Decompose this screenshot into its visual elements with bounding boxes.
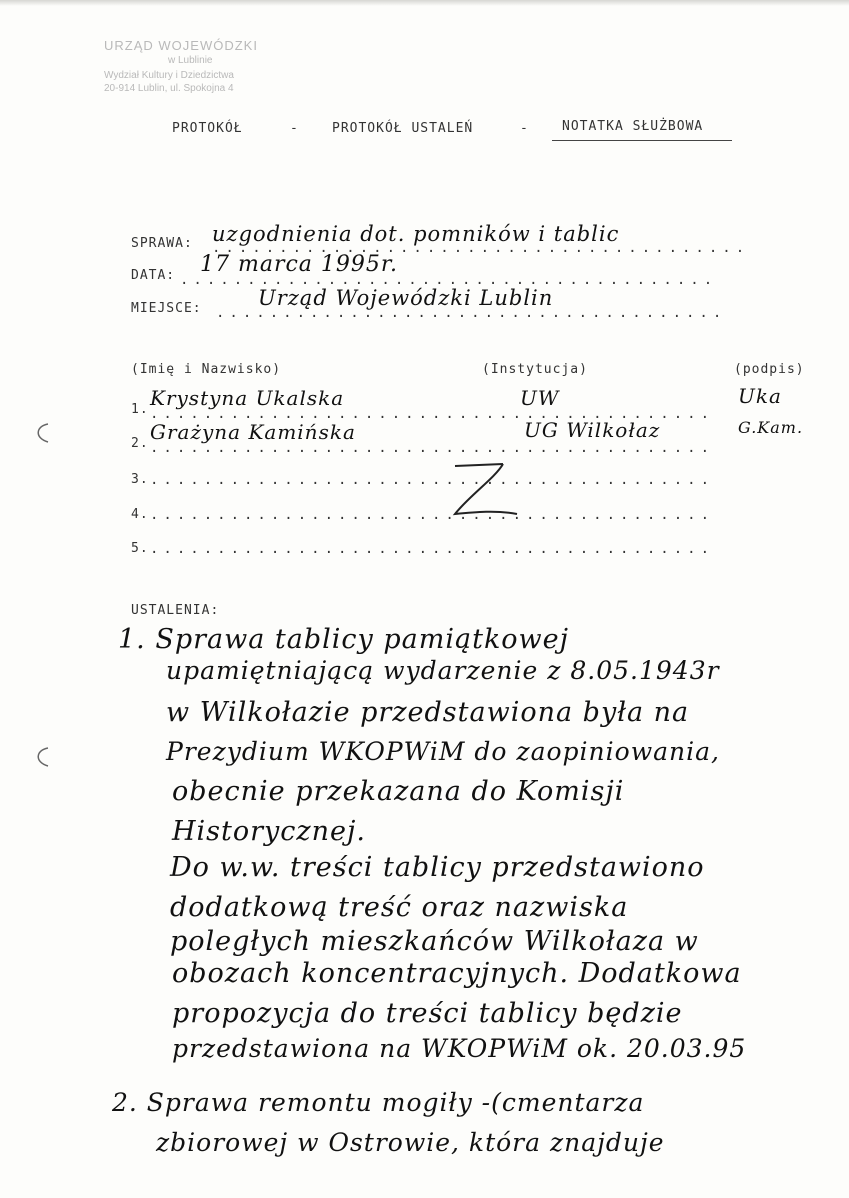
hole-mark-2 [28, 742, 52, 772]
miejsce-label: MIEJSCE: [131, 301, 202, 316]
ustalenia-line-8: dodatkową treść oraz nazwiska [170, 892, 629, 923]
row-1-dots: .......................................... [150, 406, 715, 422]
miejsce-dots: ...................................... [216, 305, 727, 321]
row-3-number: 3. [131, 472, 149, 487]
ustalenia-line-4: Prezydium WKOPWiM do zaopiniowania, [166, 737, 720, 766]
header-notatka-sluzbowa: NOTATKA SŁUŻBOWA [562, 119, 704, 134]
row-5-number: 5. [131, 541, 149, 556]
header-protokol: PROTOKÓŁ [172, 121, 243, 136]
ustalenia-line-1: 1. Sprawa tablicy pamiątkowej [118, 624, 570, 655]
notatka-underline [552, 140, 732, 141]
sprawa-value: uzgodnienia dot. pomników i tablic [212, 222, 620, 246]
strike-mark [425, 452, 525, 552]
ustalenia-line-14: zbiorowej w Ostrowie, która znajduje [156, 1128, 665, 1157]
header-dash-2: - [520, 121, 529, 136]
data-dots: ........................................ [180, 272, 718, 288]
scan-edge [0, 0, 849, 6]
row-1-institution: UW [520, 386, 560, 410]
stamp-line-3: Wydział Kultury i Dziedzictwa [104, 70, 234, 81]
row-4-number: 4. [131, 507, 149, 522]
row-3-dots: .......................................... [150, 472, 715, 488]
row-2-name: Grażyna Kamińska [150, 420, 356, 444]
row-1-name: Krystyna Ukalska [150, 386, 345, 410]
data-label: DATA: [131, 268, 176, 283]
sprawa-dots: ........................................ [212, 240, 750, 256]
ustalenia-line-11: propozycja do treści tablicy będzie [172, 998, 683, 1029]
row-1-signature: Uka [738, 384, 782, 408]
hole-mark-1 [28, 418, 52, 448]
ustalenia-line-6: Historycznej. [172, 816, 366, 847]
miejsce-value: Urząd Wojewódzki Lublin [258, 286, 554, 310]
row-2-institution: UG Wilkołaz [524, 418, 661, 442]
header-protokol-ustalen: PROTOKÓŁ USTALEŃ [332, 121, 474, 136]
sprawa-label: SPRAWA: [131, 236, 193, 251]
row-5-dots: .......................................... [150, 541, 715, 557]
col-signature-header: (podpis) [734, 362, 805, 377]
ustalenia-line-5: obecnie przekazana do Komisji [172, 776, 625, 807]
ustalenia-line-3: w Wilkołazie przedstawiona była na [166, 697, 690, 728]
office-stamp [104, 38, 258, 94]
col-name-header: (Imię i Nazwisko) [131, 362, 282, 377]
row-2-signature: G.Kam. [738, 418, 804, 437]
ustalenia-line-12: przedstawiona na WKOPWiM ok. 20.03.95 [172, 1034, 747, 1063]
row-2-number: 2. [131, 436, 149, 451]
ustalenia-line-10: obozach koncentracyjnych. Dodatkowa [172, 958, 742, 989]
col-institution-header: (Instytucja) [482, 362, 588, 377]
ustalenia-line-13: 2. Sprawa remontu mogiły -(cmentarza [112, 1088, 645, 1117]
header-dash-1: - [290, 121, 299, 136]
ustalenia-line-9: poległych mieszkańców Wilkołaza w [170, 926, 699, 957]
row-1-number: 1. [131, 402, 149, 417]
ustalenia-label: USTALENIA: [131, 603, 220, 618]
row-2-dots: .......................................... [150, 440, 715, 456]
ustalenia-line-2: upamiętniającą wydarzenie z 8.05.1943r [166, 656, 720, 685]
stamp-line-2: w Lublinie [168, 55, 213, 66]
stamp-line-4: 20-914 Lublin, ul. Spokojna 4 [104, 83, 234, 94]
data-value: 17 marca 1995r. [200, 252, 398, 277]
ustalenia-line-7: Do w.w. treści tablicy przedstawiono [170, 852, 705, 883]
stamp-line-1: URZĄD WOJEWÓDZKI [104, 38, 258, 53]
row-4-dots: .......................................... [150, 507, 715, 523]
